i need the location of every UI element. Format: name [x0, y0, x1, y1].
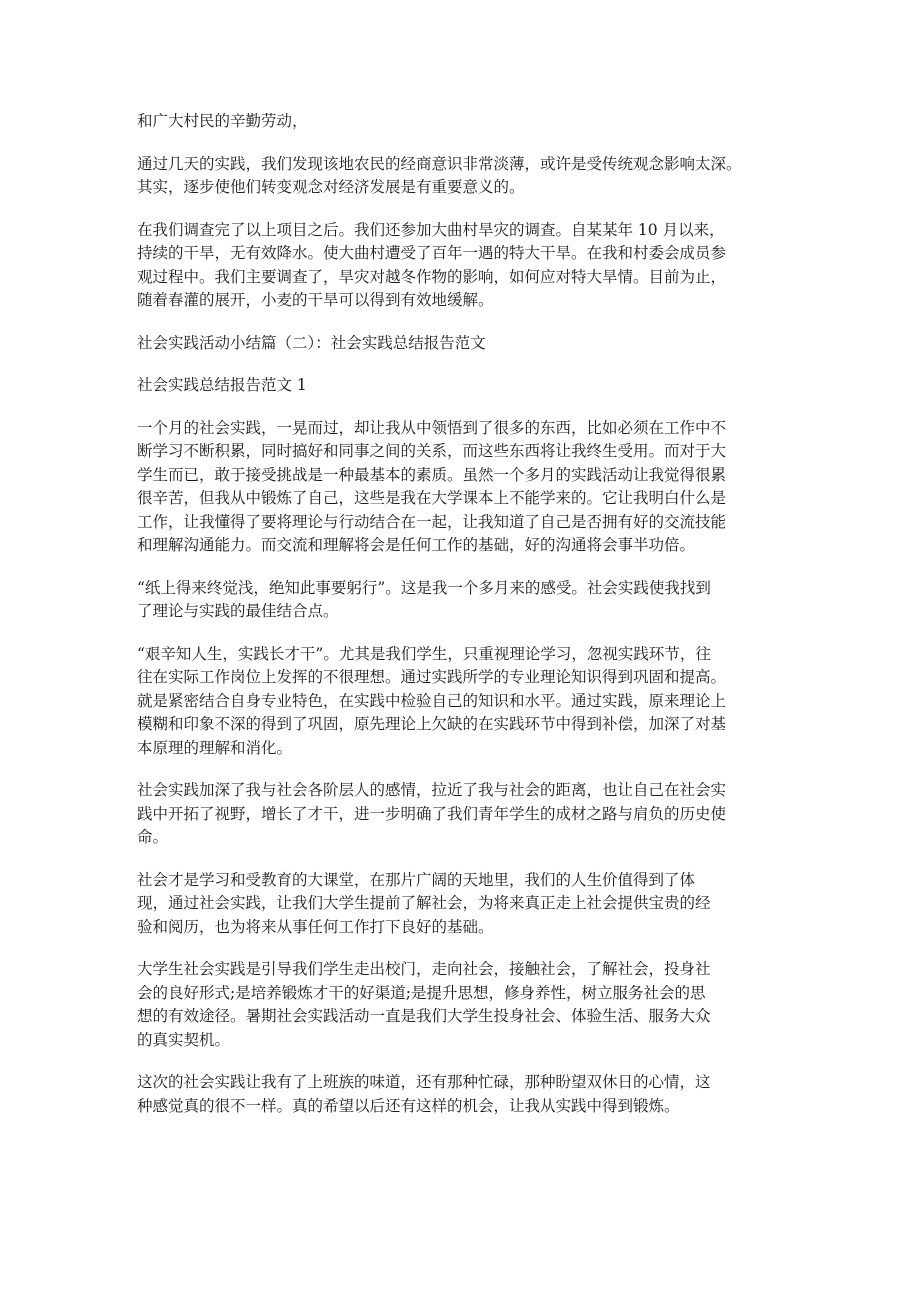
text-line: 践中开拓了视野，增长了才干，进一步明确了我们青年学生的成材之路与肩负的历史使 — [137, 804, 727, 823]
text-line: 社会实践活动小结篇（二）：社会实践总结报告范文 — [137, 333, 486, 352]
paragraph — [137, 332, 787, 356]
text-line: 了理论与实践的最佳结合点。 — [137, 602, 339, 620]
text-line: 和广大村民的辛勤劳动， — [137, 112, 308, 130]
text-line: 很辛苦，但我从中锻炼了自己，这些是我在大学课本上不能学来的。它让我明白什么是 — [137, 489, 727, 507]
text-line: “纸上得来终觉浅，绝知此事要躬行”。这是我一个多月来的感受。社会实践使我找到 — [137, 578, 711, 597]
text-line: 就是紧密结合自身专业特色，在实践中检验自己的知识和水平。通过实践，原来理论上 — [137, 691, 727, 710]
paragraph — [137, 219, 787, 313]
paragraph — [137, 779, 787, 850]
text-line: 想的有效途径。暑期社会实践活动一直是我们大学生投身社会、体验生活、服务大众 — [137, 1007, 711, 1025]
text-line: 学生而已，敢于接受挑战是一种最基本的素质。虽然一个多月的实践活动让我觉得很累 — [137, 465, 727, 484]
paragraph — [137, 1071, 787, 1118]
text-line: 在我们调查完了以上项目之后。我们还参加大曲村旱灾的调查。自某某年 10 月以来， — [137, 220, 725, 239]
paragraph — [137, 110, 787, 134]
paragraph — [137, 958, 787, 1052]
text-line: 的真实契机。 — [137, 1030, 231, 1049]
text-line: 随着春灌的展开，小麦的干旱可以得到有效地缓解。 — [137, 291, 494, 309]
text-line: 大学生社会实践是引导我们学生走出校门，走向社会，接触社会，了解社会，投身社 — [137, 960, 711, 978]
text-line: 种感觉真的很不一样。真的希望以后还有这样的机会，让我从实践中得到锻炼。 — [137, 1096, 680, 1115]
text-line: “艰辛知人生，实践长才干”。尤其是我们学生，只重视理论学习，忽视实践环节，往 — [137, 644, 711, 663]
text-line: 和理解沟通能力。而交流和理解将会是任何工作的基础，好的沟通将会事半功倍。 — [137, 536, 696, 554]
text-line: 观过程中。我们主要调查了，旱灾对越冬作物的影响，如何应对特大旱情。目前为止， — [137, 267, 727, 286]
text-line: 社会才是学习和受教育的大课堂，在那片广阔的天地里，我们的人生价值得到了体 — [137, 870, 696, 889]
text-line: 断学习不断积累，同时搞好和同事之间的关系，而这些东西将让我终生受用。而对于大 — [137, 442, 727, 460]
text-line: 这次的社会实践让我有了上班族的味道，还有那种忙碌，那种盼望双休日的心情，这 — [137, 1073, 711, 1091]
text-line: 社会实践加深了我与社会各阶层人的感情，拉近了我与社会的距离，也让自己在社会实 — [137, 781, 727, 799]
paragraph — [137, 869, 787, 940]
text-line: 本原理的理解和消化。 — [137, 738, 293, 757]
paragraph — [137, 153, 787, 200]
text-line: 持续的干旱，无有效降水。使大曲村遭受了百年一遇的特大干旱。在我和村委会成员参 — [137, 244, 727, 262]
document-body — [137, 110, 787, 1137]
text-line: 工作，让我懂得了要将理论与行动结合在一起，让我知道了自己是否拥有好的交流技能 — [137, 512, 727, 531]
text-line: 往在实际工作岗位上发挥的不很理想。通过实践所学的专业理论知识得到巩固和提高。 — [137, 668, 727, 686]
text-line: 会的良好形式;是培养锻炼才干的好渠道;是提升思想，修身养性，树立服务社会的思 — [137, 983, 706, 1002]
text-line: 其实，逐步使他们转变观念对经济发展是有重要意义的。 — [137, 178, 525, 196]
paragraph — [137, 417, 787, 558]
text-line: 社会实践总结报告范文 1 — [137, 376, 307, 394]
text-line: 现，通过社会实践，让我们大学生提前了解社会，为将来真正走上社会提供宝贵的经 — [137, 894, 711, 912]
text-line: 通过几天的实践，我们发现该地农民的经商意识非常淡薄，或许是受传统观念影响太深。 — [137, 154, 742, 173]
paragraph — [137, 374, 787, 398]
text-line: 验和阅历，也为将来从事任何工作打下良好的基础。 — [137, 917, 494, 936]
text-line: 命。 — [137, 828, 169, 846]
paragraph — [137, 577, 787, 624]
paragraph — [137, 643, 787, 761]
text-line: 一个月的社会实践，一晃而过，却让我从中领悟到了很多的东西，比如必须在工作中不 — [137, 418, 727, 437]
text-line: 模糊和印象不深的得到了巩固，原先理论上欠缺的在实践环节中得到补偿，加深了对基 — [137, 715, 727, 733]
